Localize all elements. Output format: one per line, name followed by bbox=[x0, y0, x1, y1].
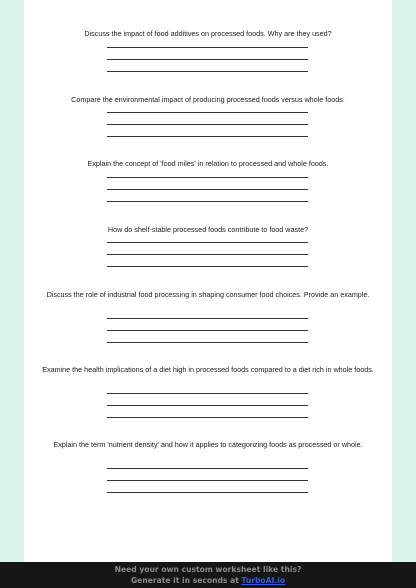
answer-line[interactable] bbox=[107, 393, 308, 394]
answer-line[interactable] bbox=[107, 71, 308, 72]
answer-line[interactable] bbox=[107, 492, 308, 493]
footer-line-2-prefix: Generate it in seconds at bbox=[130, 576, 242, 585]
answer-line[interactable] bbox=[107, 189, 308, 190]
answer-line[interactable] bbox=[107, 318, 308, 319]
question-7-text: Explain the term 'nutrient density' and how it applies to categorizing foods as processed or whole. bbox=[53, 440, 363, 449]
promo-footer bbox=[0, 562, 416, 588]
question-3-text: Explain the concept of 'food miles' in relation to processed and whole foods. bbox=[87, 159, 329, 168]
answer-line[interactable] bbox=[107, 59, 308, 60]
answer-line[interactable] bbox=[107, 112, 308, 113]
answer-line[interactable] bbox=[107, 177, 308, 178]
answer-line[interactable] bbox=[107, 330, 308, 331]
question-2-text: Compare the environmental impact of producing processed foods versus whole foods. bbox=[71, 95, 345, 104]
answer-line[interactable] bbox=[107, 480, 308, 481]
answer-line[interactable] bbox=[107, 342, 308, 343]
question-1-text: Discuss the impact of food additives on processed foods. Why are they used? bbox=[84, 29, 332, 38]
answer-line[interactable] bbox=[107, 124, 308, 125]
answer-line[interactable] bbox=[107, 417, 308, 418]
answer-line[interactable] bbox=[107, 266, 308, 267]
footer-line-2 bbox=[0, 575, 416, 586]
answer-line[interactable] bbox=[107, 242, 308, 243]
answer-line[interactable] bbox=[107, 468, 308, 469]
question-4-text: How do shelf-stable processed foods contribute to food waste? bbox=[107, 225, 309, 234]
footer-line-1: Need your own custom worksheet like this? bbox=[114, 565, 302, 574]
answer-line[interactable] bbox=[107, 254, 308, 255]
answer-line[interactable] bbox=[107, 201, 308, 202]
turboai-link[interactable]: TurboAI.io bbox=[241, 576, 286, 585]
answer-line[interactable] bbox=[107, 136, 308, 137]
answer-line[interactable] bbox=[107, 405, 308, 406]
question-6-text: Examine the health implications of a diet high in processed foods compared to a diet rich in whole foods. bbox=[42, 365, 374, 374]
worksheet-page bbox=[24, 0, 392, 562]
question-5-text: Discuss the role of industrial food processing in shaping consumer food choices. Provide an example. bbox=[46, 290, 370, 299]
answer-line[interactable] bbox=[107, 47, 308, 48]
